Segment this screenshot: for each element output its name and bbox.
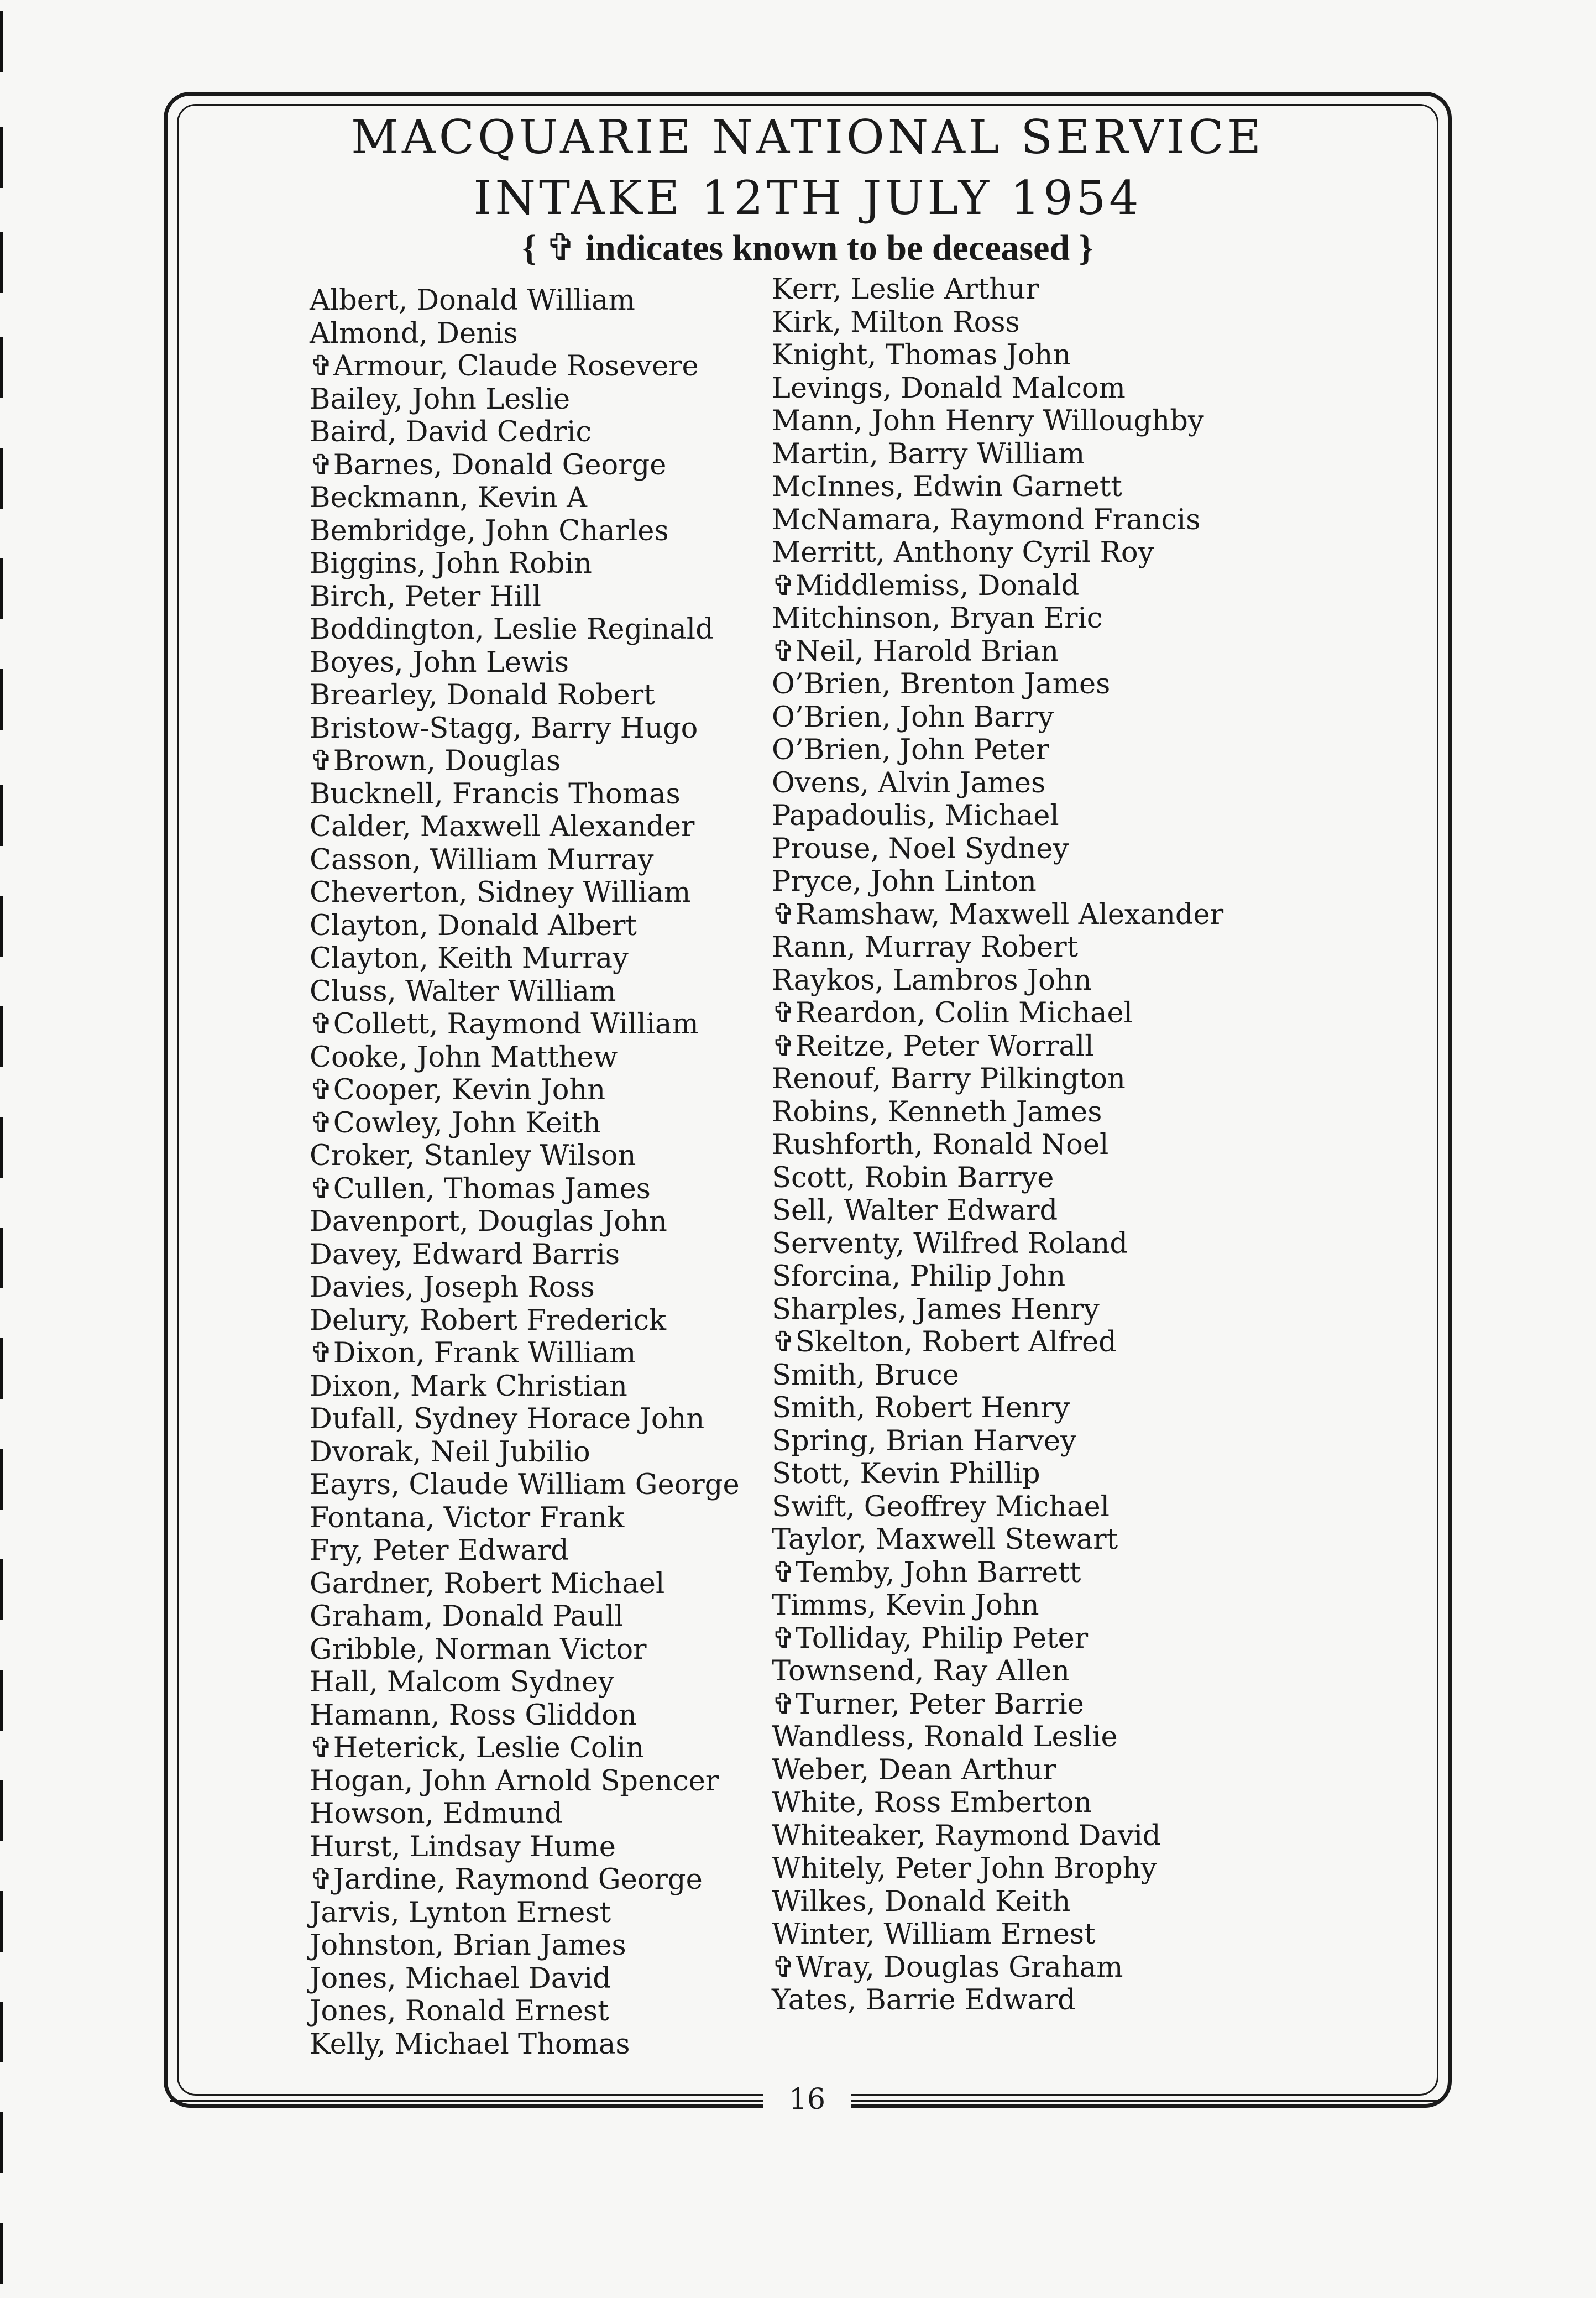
name-text: Townsend, Ray Allen (772, 1655, 1070, 1688)
name-entry (772, 1359, 1223, 1392)
name-entry (310, 975, 740, 1009)
name-entry (310, 844, 740, 877)
name-text: Swift, Geoffrey Michael (772, 1490, 1110, 1523)
name-text: Reardon, Colin Michael (795, 997, 1133, 1030)
name-entry (310, 383, 740, 416)
name-entry (772, 339, 1223, 372)
name-text: Mann, John Henry Willoughby (772, 405, 1204, 437)
name-text: Merritt, Anthony Cyril Roy (772, 536, 1154, 569)
name-entry (310, 1205, 740, 1239)
cross-icon: ✞ (772, 997, 796, 1030)
name-entry (772, 471, 1223, 504)
name-text: Armour, Claude Rosevere (333, 350, 699, 383)
name-text: Bucknell, Francis Thomas (310, 777, 681, 811)
name-text: Calder, Maxwell Alexander (310, 811, 695, 843)
name-entry (310, 1600, 740, 1633)
name-entry (310, 1633, 740, 1667)
name-entry (772, 1951, 1223, 1984)
name-text: Whiteaker, Raymond David (772, 1819, 1161, 1852)
name-entry (772, 1754, 1223, 1787)
name-text: Johnston, Brian James (310, 1929, 626, 1962)
name-entry (310, 1107, 740, 1140)
name-text: Knight, Thomas John (772, 339, 1071, 372)
name-text: Boyes, John Lewis (310, 646, 569, 679)
name-entry (772, 306, 1223, 340)
cross-icon: ✞ (310, 1732, 333, 1764)
name-text: Kirk, Milton Ross (772, 306, 1020, 339)
name-text: Dixon, Mark Christian (310, 1370, 627, 1403)
names-column-left (310, 284, 740, 2061)
cross-icon: ✞ (772, 1030, 796, 1063)
name-text: Robins, Kenneth James (772, 1095, 1102, 1129)
name-text: Gardner, Robert Michael (310, 1567, 665, 1600)
name-text: Ramshaw, Maxwell Alexander (795, 898, 1224, 931)
name-text: O’Brien, John Barry (772, 701, 1054, 734)
name-entry (772, 668, 1223, 701)
name-text: Davey, Edward Barris (310, 1238, 620, 1271)
name-entry (310, 1699, 740, 1732)
name-text: Martin, Barry William (772, 437, 1085, 471)
name-entry (310, 515, 740, 548)
name-entry (772, 1096, 1223, 1129)
name-text: Barnes, Donald George (333, 448, 667, 482)
name-text: Smith, Robert Henry (772, 1392, 1070, 1424)
name-entry (310, 712, 740, 745)
name-text: Raykos, Lambros John (772, 964, 1092, 997)
name-entry (772, 504, 1223, 537)
name-text: Graham, Donald Paull (310, 1600, 624, 1633)
name-text: Cullen, Thomas James (333, 1172, 651, 1205)
name-entry (310, 1831, 740, 1864)
name-text: Dufall, Sydney Horace John (310, 1403, 705, 1435)
name-text: Rushforth, Ronald Noel (772, 1129, 1109, 1161)
name-entry (772, 701, 1223, 734)
name-entry (310, 1962, 740, 1996)
name-entry (310, 1929, 740, 1962)
name-entry (310, 1041, 740, 1074)
name-entry (310, 581, 740, 614)
cross-icon: ✞ (545, 228, 577, 268)
cross-icon: ✞ (310, 1863, 333, 1896)
name-text: Casson, William Murray (310, 843, 654, 876)
cross-icon: ✞ (772, 1688, 796, 1721)
name-text: Bailey, John Leslie (310, 383, 571, 416)
name-text: Albert, Donald William (310, 284, 635, 317)
name-entry (310, 1074, 740, 1107)
name-entry (772, 800, 1223, 833)
name-text: Sforcina, Philip John (772, 1260, 1066, 1293)
name-text: Papadoulis, Michael (772, 800, 1059, 832)
name-text: Hogan, John Arnold Spencer (310, 1764, 719, 1798)
name-entry (772, 1688, 1223, 1721)
name-text: Scott, Robin Barrye (772, 1161, 1054, 1194)
name-text: Biggins, John Robin (310, 547, 592, 580)
name-entry (310, 1863, 740, 1897)
name-text: Fry, Peter Edward (310, 1534, 569, 1567)
name-entry (310, 1798, 740, 1831)
name-text: Croker, Stanley Wilson (310, 1140, 636, 1172)
name-text: Baird, David Cedric (310, 416, 592, 448)
name-text: Heterick, Leslie Colin (333, 1732, 645, 1764)
name-entry (310, 449, 740, 482)
name-text: O’Brien, John Peter (772, 734, 1049, 766)
name-text: Jones, Ronald Ernest (310, 1995, 609, 2028)
name-text: Skelton, Robert Alfred (795, 1326, 1117, 1359)
cross-icon: ✞ (772, 1326, 796, 1359)
name-text: Turner, Peter Barrie (795, 1688, 1084, 1721)
name-entry (310, 1271, 740, 1304)
name-text: Dvorak, Neil Jubilio (310, 1435, 590, 1469)
cross-icon: ✞ (310, 1074, 333, 1106)
name-entry (310, 1469, 740, 1502)
name-entry (310, 1008, 740, 1041)
name-entry (310, 350, 740, 383)
name-entry (310, 745, 740, 778)
binding-marks (0, 0, 4, 2298)
page-number: 16 (763, 2080, 851, 2119)
name-text: Sell, Walter Edward (772, 1194, 1058, 1227)
cross-icon: ✞ (310, 1008, 333, 1041)
name-entry (772, 1194, 1223, 1228)
name-entry (310, 876, 740, 910)
name-entry (772, 1622, 1223, 1655)
name-entry (772, 1260, 1223, 1293)
name-entry (310, 1403, 740, 1436)
name-entry (310, 679, 740, 712)
name-text: Jones, Michael David (310, 1962, 611, 1995)
name-entry (772, 1063, 1223, 1096)
name-text: Brearley, Donald Robert (310, 679, 655, 712)
name-entry (772, 865, 1223, 899)
name-entry (772, 1030, 1223, 1063)
name-text: Renouf, Barry Pilkington (772, 1063, 1126, 1095)
name-entry (772, 405, 1223, 438)
name-text: Davenport, Douglas John (310, 1205, 667, 1238)
name-entry (772, 1918, 1223, 1951)
name-entry (310, 811, 740, 844)
name-entry (310, 778, 740, 811)
name-text: Whitely, Peter John Brophy (772, 1852, 1157, 1885)
name-entry (772, 570, 1223, 603)
name-text: Middlemiss, Donald (795, 569, 1080, 602)
name-text: Serventy, Wilfred Roland (772, 1227, 1128, 1260)
name-text: Brown, Douglas (333, 745, 561, 777)
name-text: Cowley, John Keith (333, 1106, 601, 1140)
cross-icon: ✞ (310, 1337, 333, 1370)
cross-icon: ✞ (772, 1622, 796, 1655)
name-entry (310, 646, 740, 680)
name-entry (772, 1129, 1223, 1162)
name-text: Cheverton, Sidney William (310, 876, 691, 909)
name-text: Birch, Peter Hill (310, 580, 541, 613)
name-text: Winter, William Ernest (772, 1918, 1096, 1951)
name-text: Jarvis, Lynton Ernest (310, 1896, 611, 1929)
name-entry (310, 613, 740, 646)
name-text: Kerr, Leslie Arthur (772, 273, 1039, 306)
name-entry (772, 1820, 1223, 1853)
name-entry (772, 1228, 1223, 1261)
name-entry (772, 767, 1223, 800)
name-text: Dixon, Frank William (333, 1337, 636, 1370)
name-text: Hurst, Lindsay Hume (310, 1830, 616, 1863)
name-text: Stott, Kevin Phillip (772, 1458, 1040, 1490)
name-text: Wilkes, Donald Keith (772, 1885, 1071, 1918)
name-text: Ovens, Alvin James (772, 766, 1046, 800)
name-entry (310, 317, 740, 351)
name-entry (772, 931, 1223, 964)
name-entry (310, 1436, 740, 1469)
name-entry (310, 284, 740, 317)
name-entry (310, 1568, 740, 1601)
name-text: Clayton, Donald Albert (310, 909, 637, 942)
name-entry (310, 547, 740, 581)
name-text: Smith, Bruce (772, 1359, 959, 1392)
name-entry (772, 372, 1223, 405)
name-entry (772, 602, 1223, 635)
name-text: McInnes, Edwin Garnett (772, 471, 1122, 503)
name-entry (772, 1557, 1223, 1590)
cross-icon: ✞ (772, 898, 796, 931)
name-entry (310, 1304, 740, 1338)
name-entry (310, 1666, 740, 1699)
name-entry (772, 1984, 1223, 2017)
name-entry (772, 964, 1223, 997)
name-text: Levings, Donald Malcom (772, 372, 1126, 405)
name-text: Davies, Joseph Ross (310, 1271, 595, 1304)
name-entry (772, 899, 1223, 932)
name-text: Clayton, Keith Murray (310, 942, 629, 975)
name-entry (310, 1337, 740, 1370)
name-entry (310, 1732, 740, 1765)
name-entry (772, 1655, 1223, 1688)
name-text: Yates, Barrie Edward (772, 1984, 1076, 2017)
name-text: Tolliday, Philip Peter (795, 1622, 1089, 1655)
name-text: Temby, John Barrett (795, 1556, 1081, 1589)
name-text: Cooke, John Matthew (310, 1041, 618, 1074)
name-text: Boddington, Leslie Reginald (310, 613, 714, 646)
name-entry (310, 1173, 740, 1206)
name-text: Collett, Raymond William (333, 1008, 699, 1041)
name-entry (310, 1897, 740, 1930)
name-text: Kelly, Michael Thomas (310, 2028, 630, 2061)
name-entry (772, 1886, 1223, 1919)
name-entry (772, 438, 1223, 471)
cross-icon: ✞ (772, 1951, 796, 1984)
name-entry (310, 1765, 740, 1798)
name-text: Gribble, Norman Victor (310, 1633, 647, 1666)
name-entry (772, 1458, 1223, 1491)
name-entry (772, 833, 1223, 866)
name-entry (772, 1523, 1223, 1557)
name-entry (310, 416, 740, 449)
name-entry (310, 482, 740, 515)
name-entry (772, 1425, 1223, 1458)
name-text: Spring, Brian Harvey (772, 1424, 1076, 1458)
name-text: Beckmann, Kevin A (310, 482, 587, 514)
name-text: Wray, Douglas Graham (795, 1951, 1123, 1984)
cross-icon: ✞ (310, 1172, 333, 1205)
name-entry (310, 1370, 740, 1403)
name-text: Rann, Murray Robert (772, 931, 1079, 964)
name-text: Hamann, Ross Gliddon (310, 1699, 637, 1732)
name-text: Mitchinson, Bryan Eric (772, 602, 1103, 635)
name-entry (772, 1721, 1223, 1754)
name-entry (310, 910, 740, 943)
legend-open: { (522, 228, 546, 268)
name-text: Pryce, John Linton (772, 865, 1037, 898)
name-text: O’Brien, Brenton James (772, 668, 1111, 701)
cross-icon: ✞ (772, 635, 796, 668)
name-text: Cooper, Kevin John (333, 1074, 606, 1106)
page-title-line-2: INTAKE 12TH JULY 1954 (473, 171, 1142, 225)
name-entry (772, 1589, 1223, 1622)
name-entry (772, 997, 1223, 1030)
name-text: Cluss, Walter William (310, 975, 616, 1008)
name-entry (772, 1392, 1223, 1425)
name-entry (310, 1502, 740, 1535)
name-entry (772, 1787, 1223, 1820)
cross-icon: ✞ (772, 1556, 796, 1589)
cross-icon: ✞ (310, 448, 333, 482)
name-entry (310, 2028, 740, 2061)
name-text: Hall, Malcom Sydney (310, 1666, 614, 1699)
name-entry (772, 635, 1223, 668)
name-entry (310, 942, 740, 975)
name-text: Bembridge, John Charles (310, 514, 669, 547)
name-text: White, Ross Emberton (772, 1787, 1092, 1819)
name-text: Timms, Kevin John (772, 1589, 1039, 1622)
name-text: Fontana, Victor Frank (310, 1501, 625, 1534)
page-title-line-1: MACQUARIE NATIONAL SERVICE (351, 110, 1264, 164)
name-text: Prouse, Noel Sydney (772, 832, 1069, 865)
name-entry (772, 1293, 1223, 1326)
names-column-right (772, 273, 1223, 2017)
name-entry (772, 1326, 1223, 1359)
name-entry (310, 1140, 740, 1173)
name-entry (772, 1162, 1223, 1195)
name-entry (310, 1995, 740, 2028)
cross-icon: ✞ (310, 745, 333, 777)
name-text: Sharples, James Henry (772, 1293, 1100, 1326)
name-text: Delury, Robert Frederick (310, 1304, 667, 1337)
name-entry (772, 273, 1223, 306)
name-text: Weber, Dean Arthur (772, 1753, 1056, 1787)
name-entry (772, 1852, 1223, 1886)
cross-icon: ✞ (772, 569, 796, 602)
name-text: Eayrs, Claude William George (310, 1469, 740, 1501)
cross-icon: ✞ (310, 1106, 333, 1140)
name-text: Taylor, Maxwell Stewart (772, 1523, 1118, 1556)
name-text: Jardine, Raymond George (333, 1863, 703, 1896)
name-entry (772, 1491, 1223, 1524)
name-entry (772, 734, 1223, 767)
deceased-legend (177, 223, 1438, 273)
name-text: Almond, Denis (310, 317, 518, 350)
legend-text: indicates known to be deceased } (576, 228, 1093, 268)
name-entry (772, 536, 1223, 570)
name-entry (310, 1534, 740, 1568)
name-text: Wandless, Ronald Leslie (772, 1721, 1118, 1753)
name-text: Bristow-Stagg, Barry Hugo (310, 712, 698, 745)
name-text: Howson, Edmund (310, 1798, 563, 1830)
cross-icon: ✞ (310, 350, 333, 383)
name-text: Neil, Harold Brian (795, 635, 1059, 668)
name-entry (310, 1239, 740, 1272)
name-text: Reitze, Peter Worrall (795, 1030, 1094, 1063)
name-text: McNamara, Raymond Francis (772, 503, 1201, 536)
